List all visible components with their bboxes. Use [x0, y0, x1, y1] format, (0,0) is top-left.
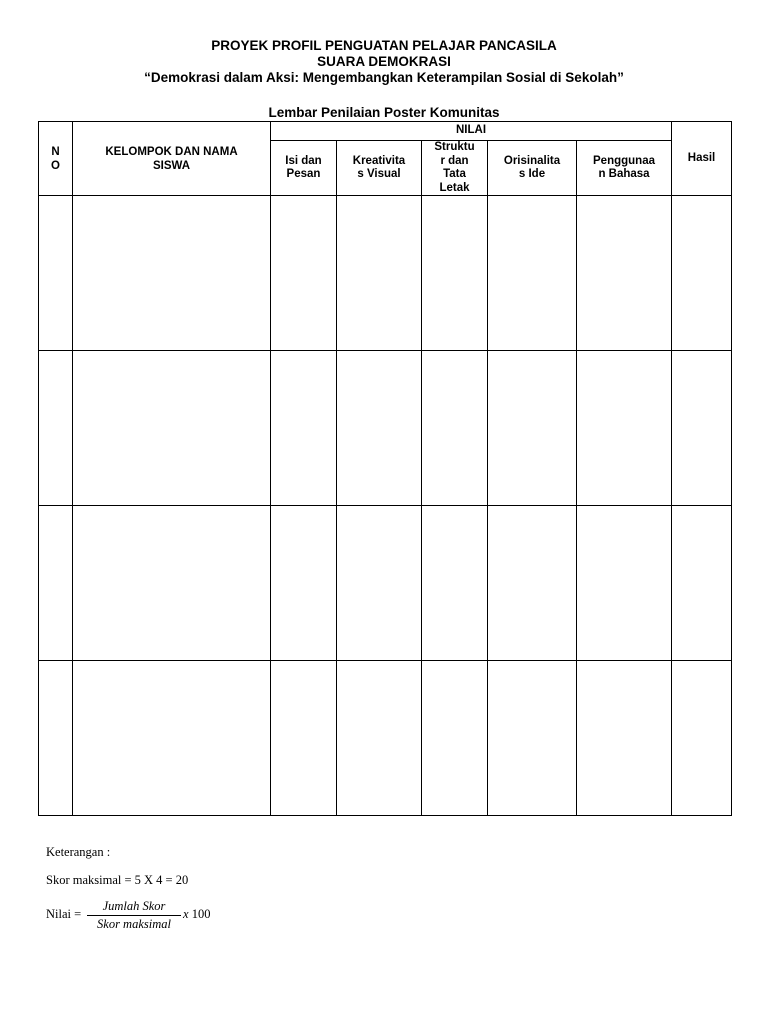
cell-score[interactable] [422, 196, 488, 351]
table-row [39, 196, 732, 351]
table-row [39, 351, 732, 506]
cell-score[interactable] [271, 196, 337, 351]
criterion-struktur-tata-letak: Struktu r dan Tata Letak [422, 141, 488, 196]
cell-hasil[interactable] [672, 196, 732, 351]
header-no: N O [39, 122, 73, 196]
project-subtitle: SUARA DEMOKRASI [317, 54, 451, 69]
criterion-orisinalitas-ide: Orisinalita s Ide [488, 141, 577, 196]
header-nilai: NILAI [271, 122, 672, 141]
formula-multiplier: x 100 [183, 907, 211, 921]
cell-score[interactable] [488, 196, 577, 351]
cell-score[interactable] [577, 351, 672, 506]
formula-label: Nilai = [46, 907, 82, 921]
formula-numerator: Jumlah Skor [102, 899, 166, 913]
cell-score[interactable] [271, 351, 337, 506]
cell-score[interactable] [488, 661, 577, 816]
cell-kelompok[interactable] [73, 351, 271, 506]
cell-hasil[interactable] [672, 351, 732, 506]
cell-kelompok[interactable] [73, 661, 271, 816]
cell-kelompok[interactable] [73, 196, 271, 351]
cell-no[interactable] [39, 196, 73, 351]
cell-score[interactable] [337, 661, 422, 816]
formula-fraction [87, 899, 181, 932]
cell-score[interactable] [271, 506, 337, 661]
criterion-penggunaan-bahasa: Penggunaa n Bahasa [577, 141, 672, 196]
header-hasil: Hasil [672, 122, 732, 196]
max-score-note: Skor maksimal = 5 X 4 = 20 [46, 873, 189, 887]
cell-no[interactable] [39, 661, 73, 816]
criterion-isi-pesan: Isi dan Pesan [271, 141, 337, 196]
cell-score[interactable] [422, 351, 488, 506]
document-header [0, 38, 768, 86]
table-row [39, 661, 732, 816]
project-theme: “Demokrasi dalam Aksi: Mengembangkan Keterampilan Sosial di Sekolah” [144, 70, 624, 85]
fraction-bar [87, 915, 181, 916]
project-title: PROYEK PROFIL PENGUATAN PELAJAR PANCASILA [211, 38, 557, 53]
cell-no[interactable] [39, 351, 73, 506]
cell-score[interactable] [337, 351, 422, 506]
cell-score[interactable] [422, 661, 488, 816]
keterangan-label: Keterangan : [46, 845, 111, 859]
header-kelompok: KELOMPOK DAN NAMA SISWA [73, 122, 271, 196]
cell-score[interactable] [577, 661, 672, 816]
cell-hasil[interactable] [672, 506, 732, 661]
cell-hasil[interactable] [672, 661, 732, 816]
cell-score[interactable] [271, 661, 337, 816]
table-row [39, 506, 732, 661]
cell-score[interactable] [488, 351, 577, 506]
criterion-kreativitas-visual: Kreativita s Visual [337, 141, 422, 196]
sheet-title: Lembar Penilaian Poster Komunitas [268, 105, 500, 120]
formula-denominator: Skor maksimal [97, 917, 171, 931]
cell-score[interactable] [337, 196, 422, 351]
cell-kelompok[interactable] [73, 506, 271, 661]
cell-no[interactable] [39, 506, 73, 661]
cell-score[interactable] [577, 196, 672, 351]
cell-score[interactable] [488, 506, 577, 661]
cell-score[interactable] [577, 506, 672, 661]
assessment-table [38, 121, 732, 816]
cell-score[interactable] [422, 506, 488, 661]
cell-score[interactable] [337, 506, 422, 661]
